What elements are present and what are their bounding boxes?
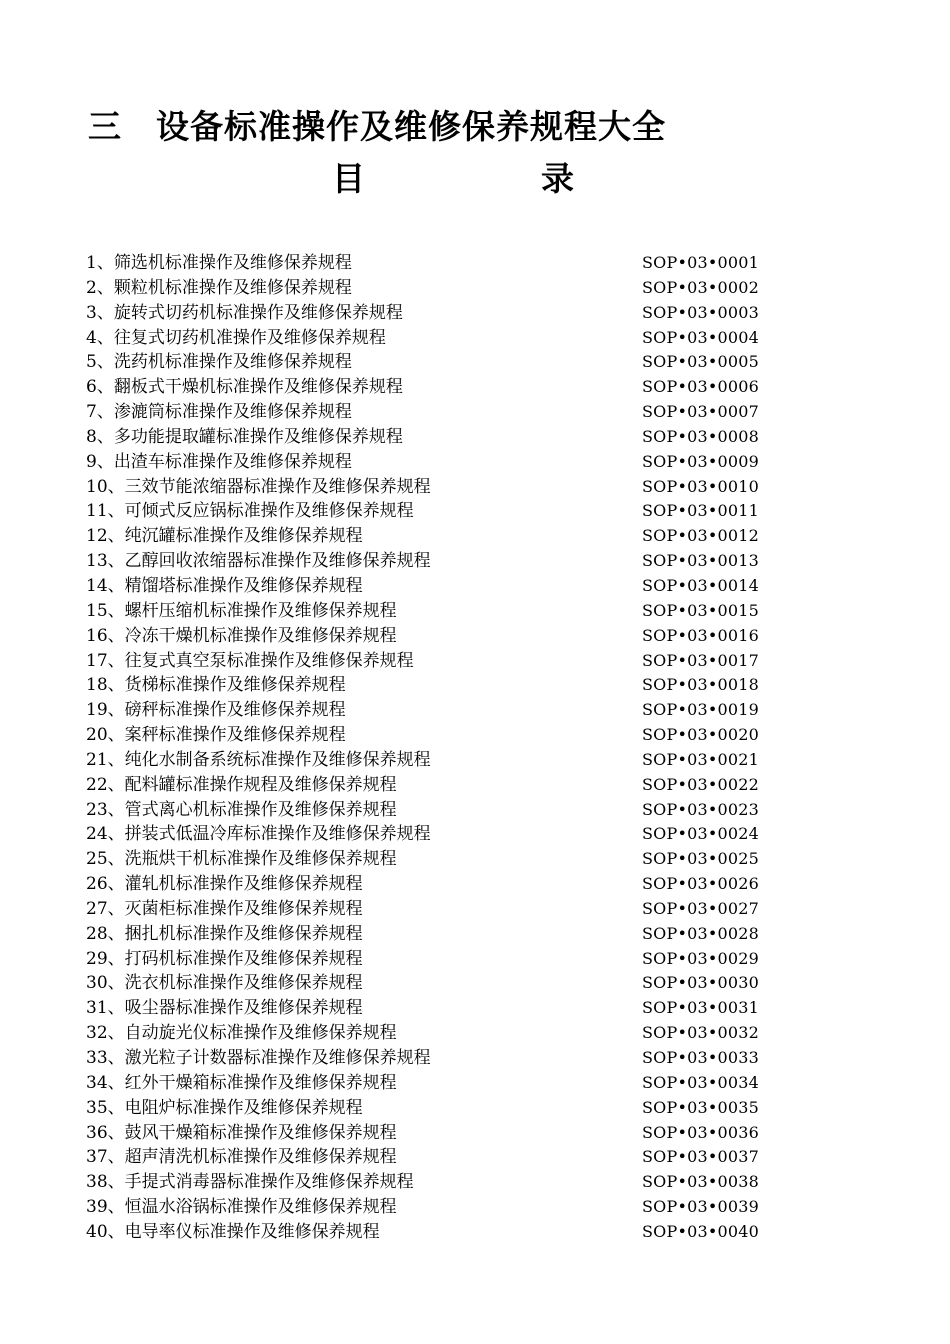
toc-entry xyxy=(0,301,950,326)
toc-entry xyxy=(0,375,950,400)
toc-entry xyxy=(0,947,950,972)
toc-entry xyxy=(0,996,950,1021)
toc-entry xyxy=(0,897,950,922)
section-title: 设备标准操作及维修保养规程大全 xyxy=(156,107,666,146)
toc-entry-title: 9、出渣车标准操作及维修保养规程 xyxy=(86,451,352,472)
toc-entry-title: 5、洗药机标准操作及维修保养规程 xyxy=(86,352,352,373)
toc-entry-title: 2、颗粒机标准操作及维修保养规程 xyxy=(86,277,352,298)
toc-entry xyxy=(0,822,950,847)
toc-entry-code: SOP•03•0016 xyxy=(642,625,759,645)
toc-entry-code: SOP•03•0014 xyxy=(642,575,759,595)
toc-entry-code: SOP•03•0009 xyxy=(642,451,759,471)
toc-entry-title: 36、鼓风干燥箱标准操作及维修保养规程 xyxy=(86,1122,397,1143)
toc-entry-title: 31、吸尘器标准操作及维修保养规程 xyxy=(86,998,363,1019)
toc-entry xyxy=(0,326,950,351)
toc-entry-title: 13、乙醇回收浓缩器标准操作及维修保养规程 xyxy=(86,551,431,572)
toc-entry xyxy=(0,1096,950,1121)
toc-entry xyxy=(0,425,950,450)
toc-entry-code: SOP•03•0021 xyxy=(642,749,759,769)
toc-entry xyxy=(0,475,950,500)
toc-entry-code: SOP•03•0026 xyxy=(642,874,759,894)
toc-entry-code: SOP•03•0039 xyxy=(642,1197,759,1217)
toc-entry-code: SOP•03•0017 xyxy=(642,650,759,670)
toc-entry-code: SOP•03•0020 xyxy=(642,725,759,745)
toc-entry xyxy=(0,1021,950,1046)
toc-entry-title: 10、三效节能浓缩器标准操作及维修保养规程 xyxy=(86,476,431,497)
toc-entry-code: SOP•03•0030 xyxy=(642,973,759,993)
toc-entry-code: SOP•03•0025 xyxy=(642,849,759,869)
toc-entry xyxy=(0,549,950,574)
toc-entry-title: 7、渗漉筒标准操作及维修保养规程 xyxy=(86,402,352,423)
toc-entry xyxy=(0,1121,950,1146)
toc-entry-code: SOP•03•0022 xyxy=(642,774,759,794)
toc-entry-title: 11、可倾式反应锅标准操作及维修保养规程 xyxy=(86,501,414,522)
toc-list xyxy=(0,251,950,1245)
toc-entry-code: SOP•03•0036 xyxy=(642,1122,759,1142)
toc-entry xyxy=(0,251,950,276)
toc-entry-title: 19、磅秤标准操作及维修保养规程 xyxy=(86,700,346,721)
toc-entry xyxy=(0,798,950,823)
toc-entry-code: SOP•03•0032 xyxy=(642,1023,759,1043)
toc-heading-char-2: 录 xyxy=(541,159,574,198)
toc-entry xyxy=(0,872,950,897)
toc-entry-title: 8、多功能提取罐标准操作及维修保养规程 xyxy=(86,426,403,447)
toc-entry-code: SOP•03•0023 xyxy=(642,799,759,819)
toc-entry-title: 15、螺杆压缩机标准操作及维修保养规程 xyxy=(86,600,397,621)
toc-entry-code: SOP•03•0034 xyxy=(642,1072,759,1092)
toc-entry-title: 35、电阻炉标准操作及维修保养规程 xyxy=(86,1097,363,1118)
toc-entry-title: 37、超声清洗机标准操作及维修保养规程 xyxy=(86,1147,397,1168)
toc-entry-title: 23、管式离心机标准操作及维修保养规程 xyxy=(86,799,397,820)
toc-entry-code: SOP•03•0018 xyxy=(642,675,759,695)
toc-entry xyxy=(0,624,950,649)
toc-entry-code: SOP•03•0005 xyxy=(642,352,759,372)
toc-entry-title: 38、手提式消毒器标准操作及维修保养规程 xyxy=(86,1172,414,1193)
toc-entry-code: SOP•03•0028 xyxy=(642,923,759,943)
toc-entry xyxy=(0,1195,950,1220)
toc-entry xyxy=(0,574,950,599)
toc-entry xyxy=(0,773,950,798)
toc-entry-code: SOP•03•0002 xyxy=(642,277,759,297)
toc-entry xyxy=(0,450,950,475)
toc-entry-code: SOP•03•0033 xyxy=(642,1048,759,1067)
toc-entry-code: SOP•03•0003 xyxy=(642,302,759,322)
toc-entry-title: 34、红外干燥箱标准操作及维修保养规程 xyxy=(86,1072,397,1093)
toc-entry-title: 12、纯沉罐标准操作及维修保养规程 xyxy=(86,526,363,547)
toc-entry-title: 16、冷冻干燥机标准操作及维修保养规程 xyxy=(86,625,397,646)
toc-entry-code: SOP•03•0004 xyxy=(642,327,759,347)
toc-entry-title: 30、洗衣机标准操作及维修保养规程 xyxy=(86,973,363,994)
toc-entry-code: SOP•03•0027 xyxy=(642,898,759,918)
toc-entry-title: 39、恒温水浴锅标准操作及维修保养规程 xyxy=(86,1197,397,1218)
toc-entry xyxy=(0,649,950,674)
toc-entry-title: 6、翻板式干燥机标准操作及维修保养规程 xyxy=(86,377,403,398)
toc-entry-code: SOP•03•0038 xyxy=(642,1172,759,1192)
toc-entry-code: SOP•03•0010 xyxy=(642,476,759,496)
toc-entry-code: SOP•03•0024 xyxy=(642,824,759,844)
toc-entry-title: 24、拼装式低温冷库标准操作及维修保养规程 xyxy=(86,824,431,845)
toc-entry-title: 28、捆扎机标准操作及维修保养规程 xyxy=(86,923,363,944)
toc-entry-title: 22、配料罐标准操作规程及维修保养规程 xyxy=(86,774,397,795)
toc-entry-code: SOP•03•0001 xyxy=(642,253,759,272)
toc-entry xyxy=(0,599,950,624)
toc-entry xyxy=(0,971,950,996)
toc-entry xyxy=(0,847,950,872)
toc-entry-title: 21、纯化水制备系统标准操作及维修保养规程 xyxy=(86,749,431,770)
toc-entry-code: SOP•03•0040 xyxy=(642,1221,759,1241)
toc-entry-title: 20、案秤标准操作及维修保养规程 xyxy=(86,725,346,746)
toc-entry xyxy=(0,1170,950,1195)
toc-entry xyxy=(0,350,950,375)
toc-entry-code: SOP•03•0031 xyxy=(642,998,759,1018)
toc-entry xyxy=(0,922,950,947)
toc-entry-code: SOP•03•0007 xyxy=(642,402,759,422)
toc-entry-title: 27、灭菌柜标准操作及维修保养规程 xyxy=(86,898,363,919)
toc-entry-code: SOP•03•0013 xyxy=(642,551,759,571)
toc-entry xyxy=(0,723,950,748)
toc-entry-code: SOP•03•0015 xyxy=(642,600,759,620)
toc-entry-title: 17、往复式真空泵标准操作及维修保养规程 xyxy=(86,650,414,671)
toc-heading xyxy=(0,156,950,202)
toc-entry-code: SOP•03•0037 xyxy=(642,1147,759,1167)
toc-entry-code: SOP•03•0019 xyxy=(642,700,759,720)
toc-entry-title: 29、打码机标准操作及维修保养规程 xyxy=(86,948,363,969)
toc-entry-title: 1、筛选机标准操作及维修保养规程 xyxy=(86,253,352,273)
toc-entry xyxy=(0,748,950,773)
toc-entry xyxy=(0,673,950,698)
toc-entry-title: 25、洗瓶烘干机标准操作及维修保养规程 xyxy=(86,849,397,870)
toc-entry xyxy=(0,276,950,301)
toc-entry xyxy=(0,698,950,723)
toc-entry-title: 33、激光粒子计数器标准操作及维修保养规程 xyxy=(86,1048,431,1068)
toc-entry xyxy=(0,524,950,549)
toc-entry xyxy=(0,499,950,524)
toc-entry-code: SOP•03•0035 xyxy=(642,1097,759,1117)
toc-entry-title: 26、灌轧机标准操作及维修保养规程 xyxy=(86,874,363,895)
toc-entry-title: 14、精馏塔标准操作及维修保养规程 xyxy=(86,575,363,596)
toc-entry-code: SOP•03•0029 xyxy=(642,948,759,968)
toc-entry xyxy=(0,1220,950,1245)
toc-entry-code: SOP•03•0011 xyxy=(642,501,759,521)
toc-entry-title: 18、货梯标准操作及维修保养规程 xyxy=(86,675,346,696)
toc-entry-code: SOP•03•0008 xyxy=(642,426,759,446)
toc-entry-title: 40、电导率仪标准操作及维修保养规程 xyxy=(86,1221,380,1242)
toc-entry xyxy=(0,1046,950,1071)
toc-entry-title: 32、自动旋光仪标准操作及维修保养规程 xyxy=(86,1023,397,1044)
toc-entry xyxy=(0,1145,950,1170)
toc-entry xyxy=(0,400,950,425)
toc-entry xyxy=(0,1071,950,1096)
toc-entry-code: SOP•03•0006 xyxy=(642,377,759,397)
page-title xyxy=(88,104,666,150)
toc-entry-code: SOP•03•0012 xyxy=(642,526,759,546)
section-number: 三 xyxy=(88,107,122,146)
toc-entry-title: 3、旋转式切药机标准操作及维修保养规程 xyxy=(86,302,403,323)
toc-heading-char-1: 目 xyxy=(332,159,365,198)
toc-entry-title: 4、往复式切药机准操作及维修保养规程 xyxy=(86,327,386,348)
